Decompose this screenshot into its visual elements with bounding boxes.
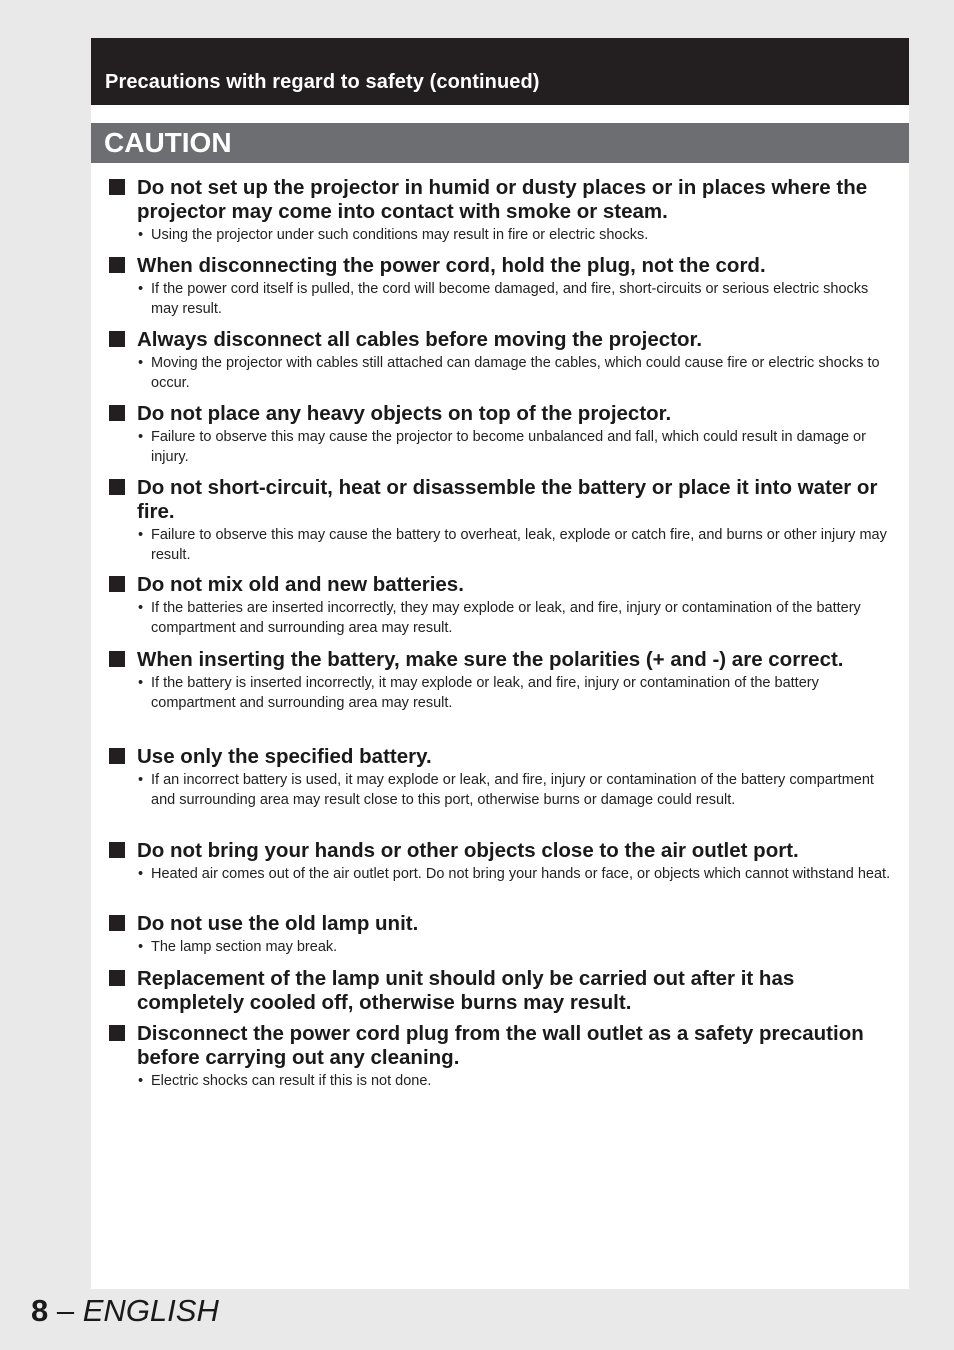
caution-item	[109, 967, 899, 1015]
page-separator: –	[56, 1293, 75, 1328]
caution-item	[109, 839, 899, 885]
caution-heading: When inserting the battery, make sure the polarities (+ and -) are correct.	[137, 648, 844, 671]
caution-note-text: The lamp section may break.	[151, 939, 338, 955]
caution-note	[138, 280, 899, 319]
page-footer	[31, 1293, 219, 1329]
bullet-dot-icon: •	[138, 1073, 144, 1089]
manual-page	[91, 38, 909, 1289]
square-bullet-icon	[109, 1025, 125, 1041]
caution-note-text: If the batteries are inserted incorrectly, they may explode or leak, and fire, injury or contamination of the battery compartment and surrounding area may result.	[151, 600, 861, 636]
caution-note	[138, 428, 899, 467]
caution-note	[138, 674, 899, 713]
caution-item	[109, 573, 899, 638]
square-bullet-icon	[109, 576, 125, 592]
square-bullet-icon	[109, 405, 125, 421]
header-title: Precautions with regard to safety (continued)	[105, 71, 540, 93]
caution-item	[109, 176, 899, 246]
square-bullet-icon	[109, 179, 125, 195]
square-bullet-icon	[109, 651, 125, 667]
caution-note-text: If an incorrect battery is used, it may explode or leak, and fire, injury or contamination of the battery compartment and surrounding area may result close to this port, otherwise burns or damage could result.	[151, 772, 874, 808]
bullet-dot-icon: •	[138, 355, 144, 371]
caution-bar	[91, 123, 909, 163]
bullet-dot-icon: •	[138, 600, 144, 616]
square-bullet-icon	[109, 748, 125, 764]
caution-item	[109, 1022, 899, 1092]
section-title: CAUTION	[104, 127, 232, 158]
caution-note	[138, 354, 899, 393]
caution-item	[109, 402, 899, 467]
bullet-dot-icon: •	[138, 675, 144, 691]
caution-note-text: If the battery is inserted incorrectly, it may explode or leak, and fire, injury or contamination of the battery compartment and surrounding area may result.	[151, 675, 819, 711]
caution-heading: Do not short-circuit, heat or disassemble the battery or place it into water or fire.	[137, 476, 878, 523]
caution-heading: Do not mix old and new batteries.	[137, 573, 464, 596]
caution-note	[138, 865, 899, 885]
bullet-dot-icon: •	[138, 227, 144, 243]
caution-heading: Do not place any heavy objects on top of the projector.	[137, 402, 672, 425]
caution-note	[138, 599, 899, 638]
bullet-dot-icon: •	[138, 772, 144, 788]
header-bar	[91, 38, 909, 105]
bullet-dot-icon: •	[138, 281, 144, 297]
square-bullet-icon	[109, 915, 125, 931]
square-bullet-icon	[109, 479, 125, 495]
caution-note	[138, 771, 899, 810]
square-bullet-icon	[109, 970, 125, 986]
caution-note-text: Failure to observe this may cause the battery to overheat, leak, explode or catch fire, and burns or other injury may result.	[151, 527, 887, 563]
caution-note-text: If the power cord itself is pulled, the cord will become damaged, and fire, short-circuits or serious electric shocks may result.	[151, 281, 869, 317]
caution-item	[109, 745, 899, 810]
caution-heading: Use only the specified battery.	[137, 745, 432, 768]
caution-note-text: Using the projector under such conditions may result in fire or electric shocks.	[151, 227, 649, 243]
caution-heading: When disconnecting the power cord, hold the plug, not the cord.	[137, 254, 766, 277]
bullet-dot-icon: •	[138, 866, 144, 882]
caution-note	[138, 226, 899, 246]
bullet-dot-icon: •	[138, 527, 144, 543]
bullet-dot-icon: •	[138, 939, 144, 955]
caution-heading: Do not bring your hands or other objects close to the air outlet port.	[137, 839, 799, 862]
square-bullet-icon	[109, 842, 125, 858]
caution-note	[138, 526, 899, 565]
caution-note-text: Failure to observe this may cause the projector to become unbalanced and fall, which could result in damage or injury.	[151, 429, 866, 465]
caution-heading: Do not use the old lamp unit.	[137, 912, 419, 935]
caution-item	[109, 648, 899, 713]
caution-heading: Do not set up the projector in humid or dusty places or in places where the projector may come into contact with smoke or steam.	[137, 176, 868, 223]
page-number: 8	[31, 1293, 49, 1328]
square-bullet-icon	[109, 331, 125, 347]
caution-item	[109, 912, 899, 958]
caution-note-text: Moving the projector with cables still attached can damage the cables, which could cause fire or electric shocks to occur.	[151, 355, 880, 391]
caution-item	[109, 254, 899, 319]
caution-note-text: Electric shocks can result if this is not done.	[151, 1073, 432, 1089]
bullet-dot-icon: •	[138, 429, 144, 445]
caution-note-text: Heated air comes out of the air outlet port. Do not bring your hands or face, or objects which cannot withstand heat.	[151, 866, 891, 882]
square-bullet-icon	[109, 257, 125, 273]
caution-item	[109, 476, 899, 565]
caution-heading: Always disconnect all cables before moving the projector.	[137, 328, 703, 351]
caution-note	[138, 938, 899, 958]
caution-item	[109, 328, 899, 393]
caution-heading: Disconnect the power cord plug from the wall outlet as a safety precaution before carrying out any cleaning.	[137, 1022, 864, 1069]
caution-note	[138, 1072, 899, 1092]
caution-heading: Replacement of the lamp unit should only be carried out after it has completely cooled off, otherwise burns may result.	[137, 967, 795, 1014]
page-language: ENGLISH	[82, 1293, 219, 1328]
